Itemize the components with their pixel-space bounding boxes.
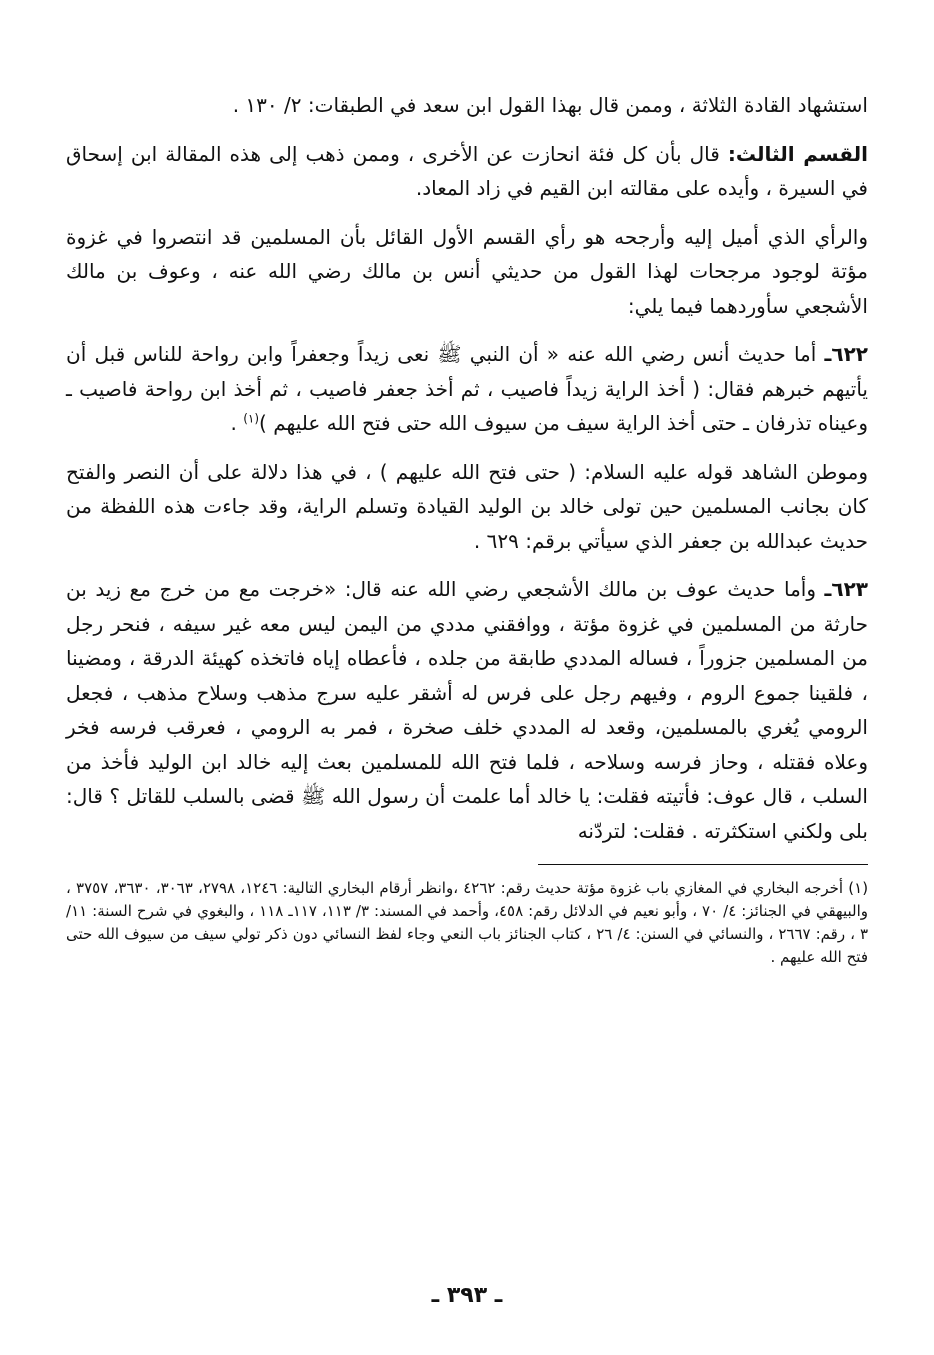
footnote-divider: [538, 864, 868, 865]
paragraph-5: [66, 455, 868, 559]
paragraph-tail: .: [230, 411, 244, 435]
paragraph-text: والرأي الذي أميل إليه وأرجحه هو رأي القسم الأول القائل بأن المسلمين قد انتصروا في غزوة مؤتة لوجود مرجحات لهذا القول من حديثي أنس بن مالك رضي الله عنه ، وعوف بن مالك الأشجعي سأوردهما فيما يلي:: [66, 224, 868, 318]
paragraph-text: وأما حديث عوف بن مالك الأشجعي رضي الله عنه قال: «خرجت مع من خرج مع زيد بن حارثة من المسلمين في غزوة مؤتة ، ووافقني مددي من اليمن ليس معه غير سيفه ، فنحر رجل من المسلمين جزوراً ، فساله المددي طابقة من جلده ، فأعطاه إياه فاتخذه كهيئة الدرقة ، ومضينا ، فلقينا جموع الروم ، وفيهم رجل على فرس له أشقر عليه سرج مذهب وسلاح مذهب ، فجعل الرومي يُغري بالمسلمين، وقعد له المددي خلف صخرة ، فمر به الرومي ، فعرقب فرسه فخر وعلاه فقتله ، وحاز فرسه وسلاحه ، فلما فتح الله للمسلمين بعث إليه خالد ابن الوليد فأخذ من السلب ، قال عوف: فأتيته فقلت: يا خالد أما علمت أن رسول الله ﷺ قضى بالسلب للقاتل ؟ قال: بلى ولكني استكثرته . فقلت: لتردّنه: [66, 577, 868, 843]
page-number: ـ ٣٩٣ ـ: [431, 1283, 503, 1308]
paragraph-lead: القسم الثالث:: [727, 141, 868, 166]
paragraph-1: [66, 88, 868, 123]
paragraph-text: استشهاد القادة الثلاثة ، وممن قال بهذا القول ابن سعد في الطبقات: ٢/ ١٣٠ .: [232, 93, 868, 117]
hadith-622: [66, 337, 868, 441]
paragraph-text: أما حديث أنس رضي الله عنه « أن النبي ﷺ نعى زيداً وجعفراً وابن رواحة للناس قبل أن يأتيهم خبرهم فقال: ( أخذ الراية زيداً فاصيب ، ثم أخذ جعفر فاصيب ، ثم أخذ ابن رواحة فاصيب ـ وعيناه تذرفان ـ حتى أخذ الراية سيف من سيوف الله حتى فتح الله عليهم ): [66, 342, 868, 435]
hadith-number: ٦٢٢ـ: [824, 342, 868, 366]
hadith-number: ٦٢٣ـ: [824, 577, 868, 601]
paragraph-3: [66, 220, 868, 324]
footnote-marker[interactable]: (١): [243, 411, 260, 426]
hadith-623: [66, 572, 868, 848]
paragraph-text: قال بأن كل فئة انحازت عن الأخرى ، وممن ذهب إلى هذه المقالة ابن إسحاق في السيرة ، وأيده على مقالته ابن القيم في زاد المعاد.: [66, 141, 868, 200]
paragraph-text: وموطن الشاهد قوله عليه السلام: ( حتى فتح الله عليهم ) ، في هذا دلالة على أن النصر والفتح كان بجانب المسلمين حين تولى خالد بن الوليد القيادة وتسلم الراية، وقد جاءت هذه اللفظة من حديث عبدالله بن جعفر الذي سيأتي برقم: ٦٢٩ .: [66, 459, 868, 553]
paragraph-2: [66, 137, 868, 206]
footnote: (١) أخرجه البخاري في المغازي باب غزوة مؤتة حديث رقم: ٤٢٦٢ ،وانظر أرقام البخاري التالية: ١٢٤٦، ٢٧٩٨، ٣٠٦٣، ٣٦٣٠، ٣٧٥٧ ، والبيهقي في الجنائز: ٤/ ٧٠ ، وأبو نعيم في الدلائل رقم: ٤٥٨، وأحمد في المسند: ٣/ ١١٣، ١١٧ـ ١١٨ ، والبغوي في شرح السنة: ١١/ ٣ ، رقم: ٢٦٦٧ ، والنسائي في السنن: ٤/ ٢٦ ، كتاب الجنائز باب النعي وجاء لفظ النسائي دون ذكر تولي سيف من سيوف الله حتى فتح الله عليهم .: [66, 879, 869, 966]
